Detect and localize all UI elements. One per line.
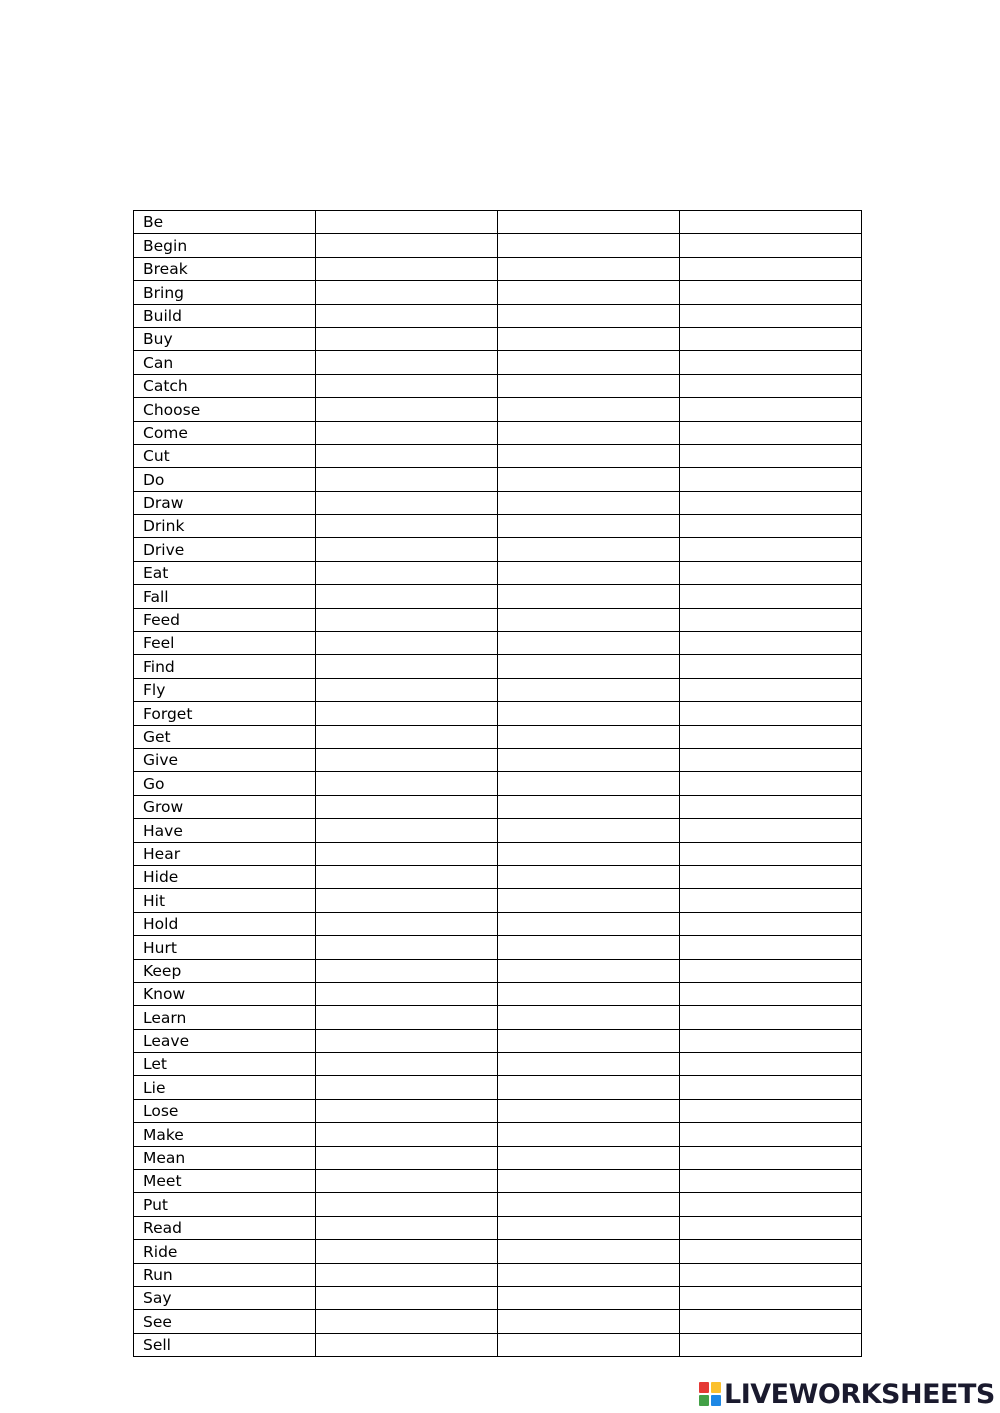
table-row — [134, 304, 862, 327]
answer-cell[interactable] — [680, 889, 862, 912]
answer-cell[interactable] — [316, 842, 498, 865]
answer-cell[interactable] — [316, 959, 498, 982]
verb-cell: Lie — [134, 1076, 316, 1099]
table-row — [134, 842, 862, 865]
answer-cell[interactable] — [680, 795, 862, 818]
answer-cell[interactable] — [316, 725, 498, 748]
table-row — [134, 281, 862, 304]
answer-cell[interactable] — [680, 702, 862, 725]
answer-cell[interactable] — [316, 655, 498, 678]
answer-cell[interactable] — [498, 702, 680, 725]
verb-cell: Sell — [134, 1333, 316, 1356]
answer-cell[interactable] — [316, 1146, 498, 1169]
answer-cell[interactable] — [680, 842, 862, 865]
verb-cell: Hold — [134, 912, 316, 935]
table-row — [134, 374, 862, 397]
answer-cell[interactable] — [680, 585, 862, 608]
answer-cell[interactable] — [498, 608, 680, 631]
answer-cell[interactable] — [316, 515, 498, 538]
verb-table — [133, 210, 862, 1357]
answer-cell[interactable] — [680, 1170, 862, 1193]
answer-cell[interactable] — [680, 1099, 862, 1122]
table-row — [134, 748, 862, 771]
answer-cell[interactable] — [498, 959, 680, 982]
answer-cell[interactable] — [680, 632, 862, 655]
answer-cell[interactable] — [680, 538, 862, 561]
table-row — [134, 982, 862, 1005]
verb-cell: Be — [134, 211, 316, 234]
verb-cell: Choose — [134, 398, 316, 421]
answer-cell[interactable] — [498, 304, 680, 327]
verb-cell: Find — [134, 655, 316, 678]
answer-cell[interactable] — [498, 1216, 680, 1239]
answer-cell[interactable] — [316, 211, 498, 234]
verb-cell: Forget — [134, 702, 316, 725]
verb-cell: Draw — [134, 491, 316, 514]
answer-cell[interactable] — [680, 468, 862, 491]
verb-table-body — [134, 211, 862, 1357]
answer-cell[interactable] — [680, 491, 862, 514]
answer-cell[interactable] — [680, 351, 862, 374]
verb-cell: Do — [134, 468, 316, 491]
verb-cell: Make — [134, 1123, 316, 1146]
answer-cell[interactable] — [498, 655, 680, 678]
table-row — [134, 1076, 862, 1099]
verb-cell: Eat — [134, 561, 316, 584]
table-row — [134, 1193, 862, 1216]
table-row — [134, 1310, 862, 1333]
table-row — [134, 1170, 862, 1193]
table-row — [134, 655, 862, 678]
table-row — [134, 702, 862, 725]
table-row — [134, 1146, 862, 1169]
answer-cell[interactable] — [680, 865, 862, 888]
answer-cell[interactable] — [680, 257, 862, 280]
answer-cell[interactable] — [316, 748, 498, 771]
table-row — [134, 211, 862, 234]
liveworksheets-logo — [698, 1378, 995, 1410]
answer-cell[interactable] — [316, 1333, 498, 1356]
answer-cell[interactable] — [680, 678, 862, 701]
answer-cell[interactable] — [680, 1076, 862, 1099]
answer-cell[interactable] — [316, 1263, 498, 1286]
verb-cell: Feed — [134, 608, 316, 631]
answer-cell[interactable] — [680, 725, 862, 748]
answer-cell[interactable] — [498, 1263, 680, 1286]
verb-cell: Break — [134, 257, 316, 280]
answer-cell[interactable] — [316, 398, 498, 421]
answer-cell[interactable] — [680, 1333, 862, 1356]
answer-cell[interactable] — [316, 1286, 498, 1309]
answer-cell[interactable] — [498, 1240, 680, 1263]
verb-cell: Drink — [134, 515, 316, 538]
table-row — [134, 678, 862, 701]
verb-cell: Meet — [134, 1170, 316, 1193]
answer-cell[interactable] — [680, 561, 862, 584]
verb-cell: Say — [134, 1286, 316, 1309]
answer-cell[interactable] — [316, 1240, 498, 1263]
verb-cell: Grow — [134, 795, 316, 818]
answer-cell[interactable] — [316, 865, 498, 888]
table-row — [134, 1333, 862, 1356]
answer-cell[interactable] — [316, 1193, 498, 1216]
answer-cell[interactable] — [498, 1193, 680, 1216]
answer-cell[interactable] — [316, 702, 498, 725]
answer-cell[interactable] — [498, 398, 680, 421]
table-row — [134, 772, 862, 795]
liveworksheets-logo-text: LIVEWORKSHEETS — [724, 1378, 995, 1410]
verb-cell: Cut — [134, 444, 316, 467]
answer-cell[interactable] — [316, 772, 498, 795]
table-row — [134, 1006, 862, 1029]
answer-cell[interactable] — [680, 608, 862, 631]
answer-cell[interactable] — [498, 936, 680, 959]
answer-cell[interactable] — [316, 1099, 498, 1122]
verb-cell: Mean — [134, 1146, 316, 1169]
answer-cell[interactable] — [680, 444, 862, 467]
answer-cell[interactable] — [498, 1029, 680, 1052]
table-row — [134, 1216, 862, 1239]
verb-cell: Can — [134, 351, 316, 374]
answer-cell[interactable] — [680, 1216, 862, 1239]
table-row — [134, 725, 862, 748]
answer-cell[interactable] — [316, 491, 498, 514]
answer-cell[interactable] — [680, 1006, 862, 1029]
answer-cell[interactable] — [316, 327, 498, 350]
answer-cell[interactable] — [498, 912, 680, 935]
table-row — [134, 889, 862, 912]
answer-cell[interactable] — [498, 819, 680, 842]
answer-cell[interactable] — [498, 1286, 680, 1309]
answer-cell[interactable] — [498, 585, 680, 608]
answer-cell[interactable] — [498, 1076, 680, 1099]
answer-cell[interactable] — [316, 608, 498, 631]
table-row — [134, 327, 862, 350]
verb-cell: Ride — [134, 1240, 316, 1263]
table-row — [134, 561, 862, 584]
answer-cell[interactable] — [498, 865, 680, 888]
answer-cell[interactable] — [680, 772, 862, 795]
answer-cell[interactable] — [316, 982, 498, 1005]
answer-cell[interactable] — [680, 819, 862, 842]
table-row — [134, 444, 862, 467]
answer-cell[interactable] — [316, 912, 498, 935]
answer-cell[interactable] — [680, 281, 862, 304]
liveworksheets-logo-icon — [698, 1381, 722, 1407]
table-row — [134, 1123, 862, 1146]
answer-cell[interactable] — [316, 678, 498, 701]
table-row — [134, 421, 862, 444]
answer-cell[interactable] — [680, 304, 862, 327]
table-row — [134, 351, 862, 374]
table-row — [134, 515, 862, 538]
verb-cell: Come — [134, 421, 316, 444]
answer-cell[interactable] — [498, 327, 680, 350]
answer-cell[interactable] — [316, 257, 498, 280]
answer-cell[interactable] — [680, 398, 862, 421]
answer-cell[interactable] — [316, 585, 498, 608]
answer-cell[interactable] — [498, 421, 680, 444]
verb-cell: Fall — [134, 585, 316, 608]
answer-cell[interactable] — [680, 1029, 862, 1052]
table-row — [134, 585, 862, 608]
answer-cell[interactable] — [680, 211, 862, 234]
answer-cell[interactable] — [498, 748, 680, 771]
answer-cell[interactable] — [680, 374, 862, 397]
table-row — [134, 959, 862, 982]
answer-cell[interactable] — [498, 1053, 680, 1076]
answer-cell[interactable] — [680, 1053, 862, 1076]
answer-cell[interactable] — [680, 748, 862, 771]
answer-cell[interactable] — [498, 772, 680, 795]
answer-cell[interactable] — [316, 936, 498, 959]
answer-cell[interactable] — [680, 515, 862, 538]
answer-cell[interactable] — [316, 1053, 498, 1076]
verb-cell: Hurt — [134, 936, 316, 959]
answer-cell[interactable] — [680, 1310, 862, 1333]
verb-cell: Have — [134, 819, 316, 842]
table-row — [134, 912, 862, 935]
answer-cell[interactable] — [498, 1170, 680, 1193]
answer-cell[interactable] — [498, 351, 680, 374]
table-row — [134, 632, 862, 655]
answer-cell[interactable] — [498, 1310, 680, 1333]
answer-cell[interactable] — [680, 421, 862, 444]
verb-cell: Let — [134, 1053, 316, 1076]
verb-cell: Hit — [134, 889, 316, 912]
answer-cell[interactable] — [316, 1123, 498, 1146]
answer-cell[interactable] — [498, 1146, 680, 1169]
answer-cell[interactable] — [498, 842, 680, 865]
answer-cell[interactable] — [316, 561, 498, 584]
answer-cell[interactable] — [498, 234, 680, 257]
verb-cell: Hear — [134, 842, 316, 865]
answer-cell[interactable] — [316, 1216, 498, 1239]
answer-cell[interactable] — [498, 725, 680, 748]
answer-cell[interactable] — [498, 468, 680, 491]
table-row — [134, 234, 862, 257]
answer-cell[interactable] — [498, 515, 680, 538]
verb-cell: Give — [134, 748, 316, 771]
table-row — [134, 491, 862, 514]
table-row — [134, 795, 862, 818]
table-row — [134, 1286, 862, 1309]
verb-cell: Fly — [134, 678, 316, 701]
table-row — [134, 1240, 862, 1263]
table-row — [134, 819, 862, 842]
table-row — [134, 257, 862, 280]
verb-cell: Put — [134, 1193, 316, 1216]
answer-cell[interactable] — [316, 1029, 498, 1052]
answer-cell[interactable] — [316, 1170, 498, 1193]
answer-cell[interactable] — [316, 795, 498, 818]
answer-cell[interactable] — [316, 819, 498, 842]
verb-cell: Run — [134, 1263, 316, 1286]
answer-cell[interactable] — [316, 468, 498, 491]
answer-cell[interactable] — [498, 374, 680, 397]
answer-cell[interactable] — [316, 281, 498, 304]
answer-cell[interactable] — [680, 1146, 862, 1169]
answer-cell[interactable] — [498, 889, 680, 912]
verb-cell: See — [134, 1310, 316, 1333]
table-row — [134, 1099, 862, 1122]
answer-cell[interactable] — [498, 1123, 680, 1146]
answer-cell[interactable] — [680, 1193, 862, 1216]
answer-cell[interactable] — [316, 444, 498, 467]
answer-cell[interactable] — [316, 421, 498, 444]
answer-cell[interactable] — [680, 655, 862, 678]
answer-cell[interactable] — [498, 678, 680, 701]
answer-cell[interactable] — [316, 234, 498, 257]
answer-cell[interactable] — [680, 912, 862, 935]
table-row — [134, 468, 862, 491]
answer-cell[interactable] — [316, 1076, 498, 1099]
answer-cell[interactable] — [498, 491, 680, 514]
verb-cell: Keep — [134, 959, 316, 982]
verb-cell: Leave — [134, 1029, 316, 1052]
answer-cell[interactable] — [680, 959, 862, 982]
answer-cell[interactable] — [680, 982, 862, 1005]
answer-cell[interactable] — [680, 234, 862, 257]
verb-cell: Read — [134, 1216, 316, 1239]
answer-cell[interactable] — [316, 1006, 498, 1029]
answer-cell[interactable] — [498, 444, 680, 467]
answer-cell[interactable] — [680, 327, 862, 350]
verb-cell: Go — [134, 772, 316, 795]
verb-cell: Begin — [134, 234, 316, 257]
table-row — [134, 608, 862, 631]
answer-cell[interactable] — [316, 538, 498, 561]
verb-cell: Lose — [134, 1099, 316, 1122]
answer-cell[interactable] — [316, 632, 498, 655]
answer-cell[interactable] — [498, 795, 680, 818]
verb-cell: Buy — [134, 327, 316, 350]
answer-cell[interactable] — [498, 561, 680, 584]
table-row — [134, 865, 862, 888]
answer-cell[interactable] — [680, 1123, 862, 1146]
table-row — [134, 1029, 862, 1052]
answer-cell[interactable] — [316, 889, 498, 912]
verb-cell: Feel — [134, 632, 316, 655]
answer-cell[interactable] — [498, 1333, 680, 1356]
answer-cell[interactable] — [680, 936, 862, 959]
table-row — [134, 398, 862, 421]
verb-cell: Know — [134, 982, 316, 1005]
answer-cell[interactable] — [498, 211, 680, 234]
verb-cell: Build — [134, 304, 316, 327]
answer-cell[interactable] — [498, 281, 680, 304]
answer-cell[interactable] — [316, 374, 498, 397]
answer-cell[interactable] — [498, 1099, 680, 1122]
answer-cell[interactable] — [498, 257, 680, 280]
verb-cell: Bring — [134, 281, 316, 304]
answer-cell[interactable] — [316, 351, 498, 374]
verb-cell: Get — [134, 725, 316, 748]
table-row — [134, 1263, 862, 1286]
answer-cell[interactable] — [316, 1310, 498, 1333]
answer-cell[interactable] — [498, 1006, 680, 1029]
answer-cell[interactable] — [680, 1286, 862, 1309]
verb-cell: Catch — [134, 374, 316, 397]
answer-cell[interactable] — [498, 632, 680, 655]
table-row — [134, 936, 862, 959]
answer-cell[interactable] — [498, 538, 680, 561]
answer-cell[interactable] — [316, 304, 498, 327]
table-row — [134, 538, 862, 561]
table-row — [134, 1053, 862, 1076]
verb-cell: Drive — [134, 538, 316, 561]
answer-cell[interactable] — [498, 982, 680, 1005]
verb-cell: Hide — [134, 865, 316, 888]
answer-cell[interactable] — [680, 1263, 862, 1286]
answer-cell[interactable] — [680, 1240, 862, 1263]
verb-cell: Learn — [134, 1006, 316, 1029]
